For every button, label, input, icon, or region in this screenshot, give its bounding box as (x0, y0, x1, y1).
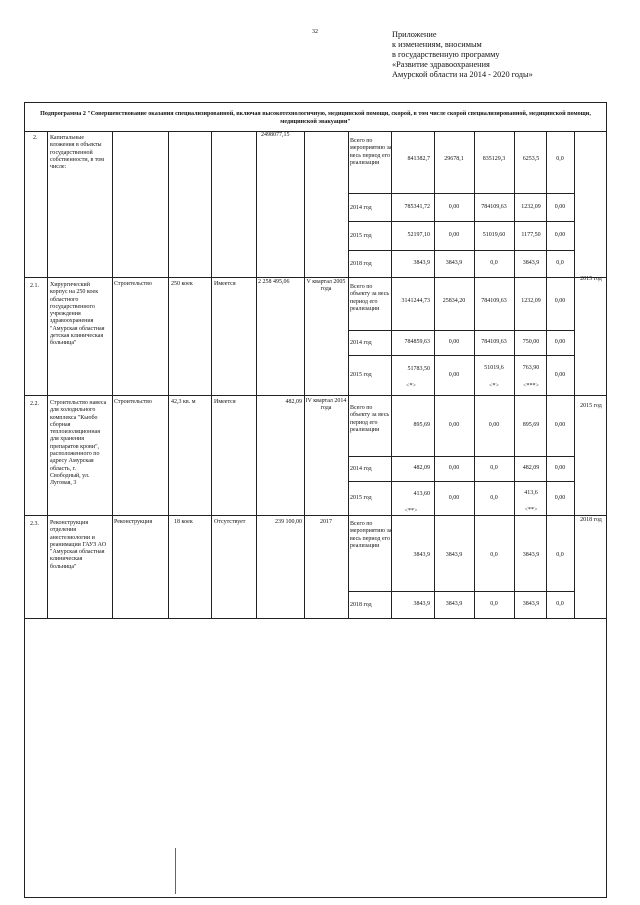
cell-mb: 1232,09 (521, 204, 541, 210)
object-term: IV квартал 2014 года (305, 398, 347, 412)
grid-vline (348, 132, 349, 618)
cell-other: 0,00 (554, 495, 566, 501)
annex-line: Амурской области на 2014 - 2020 годы» (392, 70, 533, 79)
object-estimate: Имеется (214, 281, 236, 287)
cell-other: 0,0 (556, 601, 564, 607)
cell-total: 785341,72 (404, 204, 430, 210)
object-name: Строительство навеса для холодильного комплекса "Кьюбо сборная теплоизоляционная для хранения препаратов крови", расположенного по адресу Амурская область, г. Свободный, ул. Луговая, 3 (50, 400, 107, 487)
annex-line: в государственную программу (392, 50, 500, 59)
object-name: Хирургический корпус на 250 коек областного государственного учреждения здравоохранения "Амурская областная детская клиническая больница" (50, 282, 105, 347)
annex-line: к изменениям, вносимым (392, 40, 482, 49)
object-capacity: 42,3 кв. м (171, 399, 196, 405)
cell-fb: 0,00 (448, 204, 460, 210)
object-name: Реконструкция отделения анестезиологии и реанимации ГАУЗ АО "Амурская областная клиническая больница" (50, 520, 107, 570)
subrow-label: 2018 год (350, 602, 372, 608)
subprogram-header: Подпрограмма 2 "Совершенствование оказания специализированной, включая высокотехнологичную, медицинской помощи, скорой, в том числе скорой специализированной, медицинской помощи, медицинской эвакуации" (24, 102, 607, 132)
grid-hline (348, 330, 574, 331)
cell-other: 0,00 (554, 204, 566, 210)
cell-fb: 3843,9 (445, 552, 463, 558)
annex-line: Приложение (392, 30, 437, 39)
cell-mb: 3843,9 (522, 260, 540, 266)
grid-hline (348, 193, 574, 194)
cell-other: 0,0 (556, 156, 564, 162)
subrow-label: 2015 год (350, 233, 372, 239)
annex-block (392, 30, 592, 80)
cell-ob: 51019,60 (482, 232, 506, 238)
row-number: 2.3. (30, 521, 39, 527)
subrow-label: Всего по объекту за весь период его реализации (350, 284, 390, 312)
cell-ob: 784109,63 (481, 204, 507, 210)
cell-mb: 3843,9 (522, 601, 540, 607)
row-number: 2. (33, 135, 38, 141)
footnote-mark: <**> (524, 507, 538, 513)
cell-fb: 3843,9 (445, 601, 463, 607)
row-number: 2.2. (30, 401, 39, 407)
cell-fb: 0,00 (448, 422, 460, 428)
object-term: 2017 (320, 519, 332, 525)
row-number: 2.1. (30, 283, 39, 289)
object-type: Строительство (114, 281, 152, 287)
object-capacity: 18 коек (174, 519, 193, 525)
cell-total: 3843,9 (413, 552, 430, 558)
cell-other: 0,0 (556, 552, 564, 558)
object-cost: 482,09 (285, 399, 302, 405)
subrow-label: Всего по мероприятию за весь период его реализации (350, 138, 392, 166)
cell-other: 0,00 (554, 372, 566, 378)
cell-total: 3141244,73 (401, 298, 430, 304)
row-note: 2018 год (580, 517, 602, 523)
row-note: 2015 год (580, 276, 602, 282)
object-estimate: Отсутствует (214, 519, 246, 525)
cell-fb: 0,00 (448, 339, 460, 345)
subrow-label: 2014 год (350, 340, 372, 346)
cell-fb: 29678,1 (444, 156, 464, 162)
cell-mb: 1177,50 (521, 232, 541, 238)
cell-fb: 0,00 (448, 465, 460, 471)
grid-hline (348, 456, 574, 457)
cell-ob: 0,00 (488, 422, 500, 428)
cell-total: 52197,10 (407, 232, 430, 238)
cell-other: 0,00 (554, 298, 566, 304)
footnote-mark: <*> (489, 383, 499, 389)
subrow-label: 2015 год (350, 495, 372, 501)
grid-hline (348, 221, 574, 222)
cell-total: 841382,7 (407, 156, 430, 162)
subrow-label: Всего по мероприятию за весь период его реализации (350, 521, 392, 549)
footnote-mark: <*> (406, 383, 416, 389)
grid-hline (348, 250, 574, 251)
subrow-label: 2014 год (350, 466, 372, 472)
grid-hline (348, 355, 574, 356)
cell-total: 413,60 (413, 491, 430, 497)
cell-ob: 835129,3 (482, 156, 506, 162)
cell-total: 3843,9 (413, 260, 430, 266)
cell-total: 51783,50 (407, 366, 430, 372)
row-note: 2015 год (580, 403, 602, 409)
cell-mb: 763,90 (522, 365, 540, 371)
grid-vline (168, 132, 169, 618)
cell-mb: 413,6 (524, 490, 538, 496)
object-estimate: Имеется (214, 399, 236, 405)
cell-ob: 784109,63 (481, 339, 507, 345)
grid-hline (348, 481, 574, 482)
footnote-mark: <**> (404, 508, 418, 514)
cell-total: 482,09 (413, 465, 430, 471)
cell-other: 0,0 (556, 260, 564, 266)
grid-hline (24, 277, 607, 278)
grid-vline (256, 132, 257, 618)
cell-fb: 3843,9 (445, 260, 463, 266)
cell-ob: 784109,63 (481, 298, 507, 304)
cell-other: 0,00 (554, 422, 566, 428)
grid-hline (24, 395, 607, 396)
cell-other: 0,00 (554, 339, 566, 345)
cell-ob: 0,0 (490, 465, 498, 471)
cell-other: 0,00 (554, 232, 566, 238)
grid-hline (348, 591, 574, 592)
cell-mb: 1232,09 (521, 298, 541, 304)
cell-total: 895,69 (413, 422, 430, 428)
cell-ob: 0,0 (490, 552, 498, 558)
cell-fb: 0,00 (448, 495, 460, 501)
subrow-label: 2014 год (350, 205, 372, 211)
grid-vline (304, 132, 305, 618)
cell-fb: 0,00 (448, 232, 460, 238)
scan-artifact (175, 848, 176, 894)
cell-fb: 25834,20 (442, 298, 466, 304)
grid-vline (434, 132, 435, 618)
annex-line: «Развитие здравоохранения (392, 60, 490, 69)
subrow-label: 2018 год (350, 261, 372, 267)
footnote-mark: <***> (523, 383, 539, 389)
cell-ob: 0,0 (490, 260, 498, 266)
cell-total: 784859,63 (404, 339, 430, 345)
subrow-label: 2015 год (350, 372, 372, 378)
grid-vline (47, 132, 48, 618)
object-type: Реконструкция (114, 519, 153, 525)
page-number: 32 (312, 29, 318, 35)
object-type: Строительство (114, 399, 152, 405)
object-cost: 239 100,00 (275, 519, 302, 525)
cell-other: 0,00 (554, 465, 566, 471)
cell-total: 3843,9 (413, 601, 430, 607)
cell-mb: 750,00 (522, 339, 540, 345)
cell-mb: 482,09 (522, 465, 540, 471)
cell-ob: 0,0 (490, 601, 498, 607)
subrow-label: Всего по объекту за весь период его реализации (350, 405, 390, 433)
object-capacity: 250 коек (171, 281, 193, 287)
cell-mb: 6253,5 (522, 156, 540, 162)
object-name: Капитальные вложения в объекты государственной собственности, в том числе: (50, 135, 105, 171)
cell-fb: 0,00 (448, 372, 460, 378)
object-cost: 2 258 495,06 (258, 279, 290, 285)
grid-vline (211, 132, 212, 618)
cell-mb: 895,69 (522, 422, 540, 428)
grid-vline (112, 132, 113, 618)
cell-mb: 3843,9 (522, 552, 540, 558)
cell-ob: 51019,6 (484, 365, 504, 371)
grid-hline (24, 618, 607, 619)
object-cost: 2498077,15 (261, 132, 290, 138)
grid-hline (24, 515, 607, 516)
cell-ob: 0,0 (490, 495, 498, 501)
object-term: V квартал 2005 года (306, 279, 346, 293)
grid-vline (574, 132, 575, 618)
